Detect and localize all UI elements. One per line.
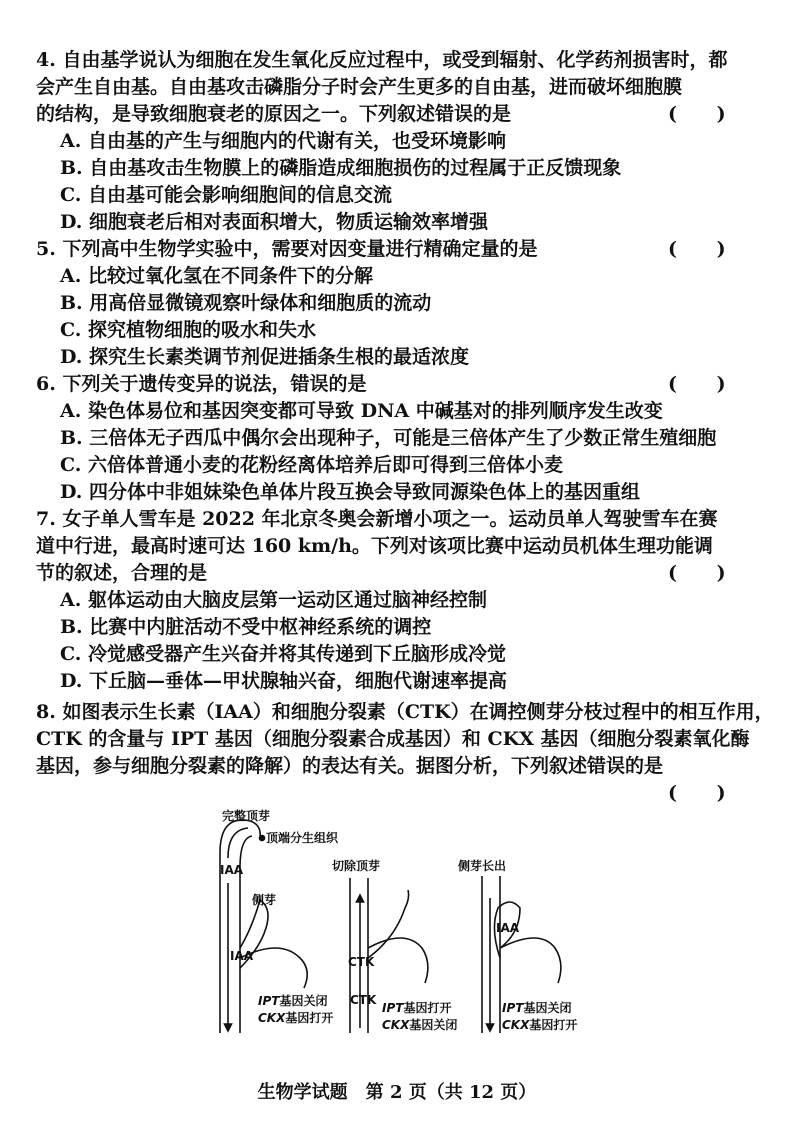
label-cut-bud: 切除顶芽 (332, 859, 381, 873)
label-lateral-bud: 侧芽 (252, 893, 277, 907)
q6-answer-paren[interactable]: ( ) (668, 373, 726, 395)
q4-option-d[interactable]: D. 细胞衰老后相对表面积增大，物质运输效率增强 (60, 211, 489, 233)
q4-stem-line-1: 4. 自由基学说认为细胞在发生氧化反应过程中，或受到辐射、化学药剂损害时，都 (36, 49, 728, 71)
label-iaa-3: IAA (496, 921, 520, 935)
label-apical-meristem: 顶端分生组织 (266, 831, 339, 845)
gene-ckx-1: CKX基因打开 (258, 1011, 334, 1025)
q5-stem-line-1: 5. 下列高中生物学实验中，需要对因变量进行精确定量的是 (36, 238, 538, 260)
q4-option-c[interactable]: C. 自由基可能会影响细胞间的信息交流 (60, 184, 393, 206)
q4-option-a[interactable]: A. 自由基的产生与细胞内的代谢有关，也受环境影响 (60, 130, 506, 152)
page-footer: 生物学试题 第 2 页（共 12 页） (257, 1082, 537, 1103)
figure-svg (200, 808, 620, 1038)
q7-stem-line-1: 7. 女子单人雪车是 2022 年北京冬奥会新增小项之一。运动员单人驾驶雪车在赛 (36, 508, 718, 530)
q6-option-b[interactable]: B. 三倍体无子西瓜中偶尔会出现种子，可能是三倍体产生了少数正常生殖细胞 (60, 427, 717, 449)
gene-ckx-3: CKX基因打开 (502, 1018, 578, 1032)
q8-stem-line-2: CTK 的含量与 IPT 基因（细胞分裂素合成基因）和 CKX 基因（细胞分裂素氧化酶 (36, 728, 750, 750)
label-intact-bud: 完整顶芽 (222, 809, 271, 823)
gene-ckx-2: CKX基因关闭 (382, 1018, 458, 1032)
q4-option-b[interactable]: B. 自由基攻击生物膜上的磷脂造成细胞损伤的过程属于正反馈现象 (60, 157, 622, 179)
q6-option-c[interactable]: C. 六倍体普通小麦的花粉经离体培养后即可得到三倍体小麦 (60, 454, 564, 476)
label-ctk-2: CTK (350, 993, 377, 1007)
q5-answer-paren[interactable]: ( ) (668, 238, 726, 260)
q5-option-b[interactable]: B. 用高倍显微镜观察叶绿体和细胞质的流动 (60, 292, 432, 314)
q7-option-c[interactable]: C. 冷觉感受器产生兴奋并将其传递到下丘脑形成冷觉 (60, 643, 507, 665)
meristem-dot (260, 836, 265, 841)
label-iaa-top: IAA (220, 863, 244, 877)
leaf-2 (368, 938, 428, 983)
lateral-bud-2 (368, 890, 409, 958)
q4-stem-line-2: 会产生自由基。自由基攻击磷脂分子时会产生更多的自由基，进而破坏细胞膜 (36, 76, 683, 98)
gene-ipt-2: IPT基因打开 (382, 1001, 452, 1015)
q8-stem-line-3: 基因，参与细胞分裂素的降解）的表达有关。据图分析，下列叙述错误的是 (36, 755, 664, 777)
label-ctk-1: CTK (348, 955, 375, 969)
gene-ipt-3: IPT基因关闭 (502, 1001, 572, 1015)
gene-ipt-1: IPT基因关闭 (258, 994, 328, 1008)
q5-option-a[interactable]: A. 比较过氧化氢在不同条件下的分解 (60, 265, 373, 287)
q5-option-d[interactable]: D. 探究生长素类调节剂促进插条生根的最适浓度 (60, 346, 470, 368)
q7-option-b[interactable]: B. 比赛中内脏活动不受中枢神经系统的调控 (60, 616, 432, 638)
q7-answer-paren[interactable]: ( ) (668, 562, 726, 584)
label-lateral-grow: 侧芽长出 (458, 859, 507, 873)
q6-option-a[interactable]: A. 染色体易位和基因突变都可导致 DNA 中碱基对的排列顺序发生改变 (60, 400, 663, 422)
q8-answer-paren[interactable]: ( ) (668, 782, 726, 804)
q5-option-c[interactable]: C. 探究植物细胞的吸水和失水 (60, 319, 317, 341)
q7-option-d[interactable]: D. 下丘脑—垂体—甲状腺轴兴奋，细胞代谢速率提高 (60, 670, 508, 692)
q8-stem-line-1: 8. 如图表示生长素（IAA）和细胞分裂素（CTK）在调控侧芽分枝过程中的相互作用， (36, 701, 774, 723)
q7-stem-line-3: 节的叙述，合理的是 (36, 562, 208, 584)
q4-stem-line-3: 的结构，是导致细胞衰老的原因之一。下列叙述错误的是 (36, 103, 512, 125)
label-iaa-low: IAA (230, 949, 254, 963)
leaf-3 (500, 938, 561, 983)
q7-stem-line-2: 道中行进，最高时速可达 160 km/h。下列对该项比赛中运动员机体生理功能调 (36, 535, 713, 557)
q6-stem-line-1: 6. 下列关于遗传变异的说法，错误的是 (36, 373, 367, 395)
ipt-ckx-figure (200, 808, 620, 1038)
q7-option-a[interactable]: A. 躯体运动由大脑皮层第一运动区通过脑神经控制 (60, 589, 487, 611)
q6-option-d[interactable]: D. 四分体中非姐妹染色单体片段互换会导致同源染色体上的基因重组 (60, 481, 641, 503)
q4-answer-paren[interactable]: ( ) (668, 103, 726, 125)
